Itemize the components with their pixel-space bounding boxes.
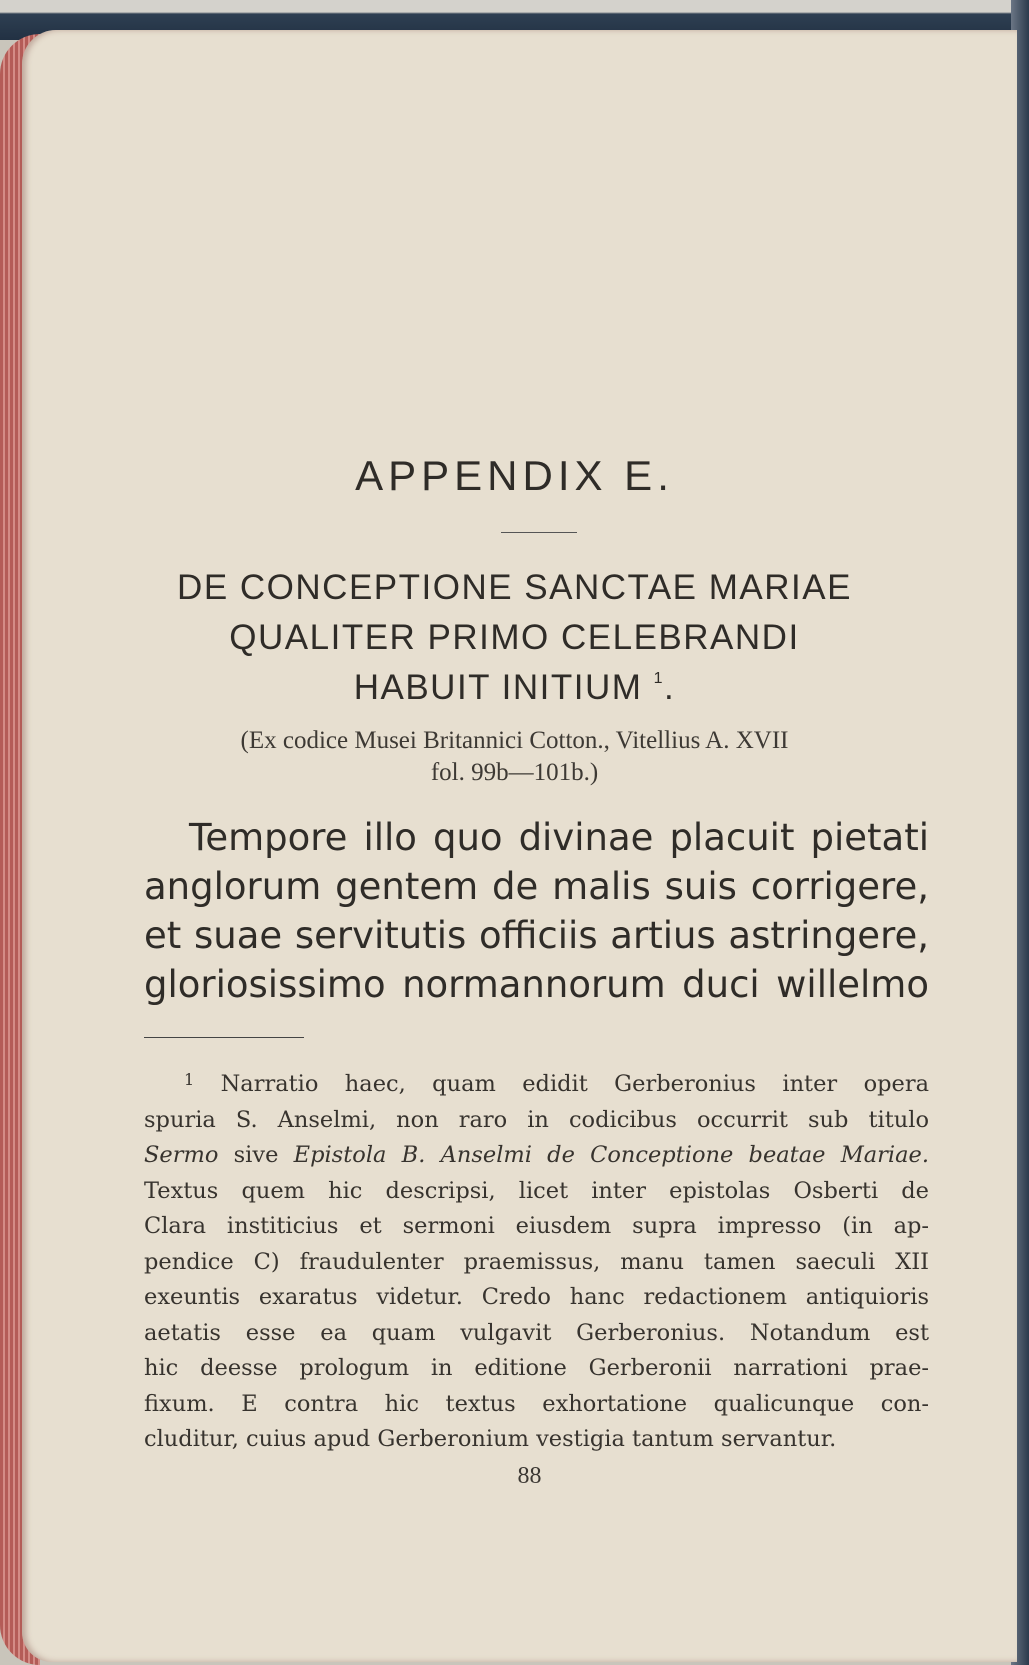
footnote-line (144, 1138, 929, 1174)
chapter-title-line-1: DE CONCEPTIONE SANCTAE MARIAE (177, 568, 852, 607)
body-line: Tempore illo quo divinae placuit pietati (189, 816, 929, 859)
body-line: et suae servitutis officiis artius astringere, (144, 914, 929, 957)
page-number: 88 (517, 1463, 542, 1489)
source-citation-line-1: (Ex codice Musei Britannici Cotton., Vitellius A. XVII (240, 727, 789, 754)
footnote-line: cluditur, cuius apud Gerberonium vestigia tantum servantur. (144, 1426, 837, 1452)
footnote-rule (144, 1037, 304, 1038)
chapter-title-line-3 (0, 668, 1029, 708)
footnote-text: sive (233, 1142, 279, 1168)
footnote-italic-title: Sermo (144, 1142, 219, 1168)
chapter-title-line-2: QUALITER PRIMO CELEBRANDI (229, 618, 800, 657)
footnote-text: Narratio haec, quam edidit Gerberonius inter opera (220, 1071, 930, 1097)
chapter-title-period: . (664, 668, 676, 707)
footnote-line: Textus quem hic descripsi, licet inter epistolas Osberti de (144, 1177, 929, 1204)
footnote-line: Clara institicius et sermoni eiusdem supra impresso (in ap- (144, 1213, 929, 1239)
body-text (144, 813, 929, 1009)
footnote-line: fixum. E contra hic textus exhortatione qualicunque con- (144, 1390, 929, 1417)
body-line: gloriosissimo normannorum duci willelmo (144, 963, 929, 1006)
footnote-reference: 1 (653, 670, 665, 687)
footnote-line: hic deesse prologum in editione Gerberonii narrationi prae- (144, 1355, 929, 1381)
footnote-line: exeuntis exaratus videtur. Credo hanc redactionem antiquioris (144, 1284, 929, 1310)
footnote-line: pendice C) fraudulenter praemissus, manu tamen saeculi XII (144, 1248, 929, 1275)
source-citation-line-2: fol. 99b—101b.) (430, 759, 599, 786)
appendix-heading: APPENDIX E. (355, 452, 674, 499)
footnote-marker: 1 (184, 1070, 195, 1089)
chapter-title-text: HABUIT INITIUM (353, 668, 643, 707)
footnote-italic-title: Epistola B. Anselmi de Conceptione beatae Mariae. (293, 1142, 929, 1168)
footnote-line: spuria S. Anselmi, non raro in codicibus occurrit sub titulo (144, 1106, 929, 1133)
heading-rule (501, 532, 577, 533)
footnote-line: aetatis esse ea quam vulgavit Gerberonius. Notandum est (144, 1319, 929, 1346)
footnote-line (144, 1062, 929, 1103)
body-line: anglorum gentem de malis suis corrigere, (144, 865, 929, 908)
footnote (144, 1062, 929, 1458)
